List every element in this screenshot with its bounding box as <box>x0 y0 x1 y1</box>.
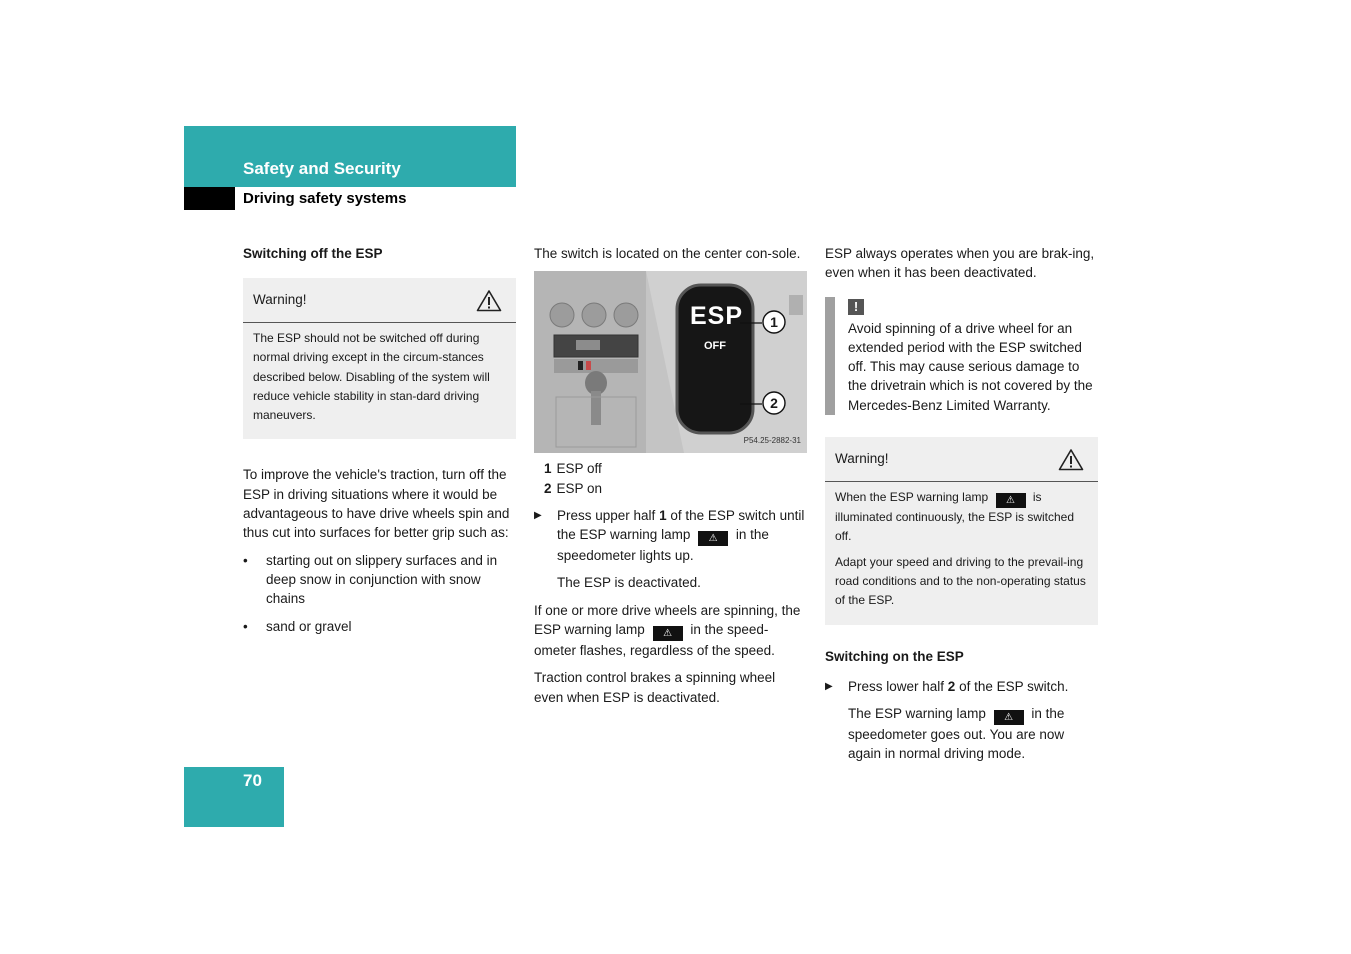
caution-box <box>825 297 1098 415</box>
warning-body <box>243 323 516 439</box>
legend-item-2: 2 ESP on <box>544 480 603 496</box>
esp-switch-figure <box>534 271 807 453</box>
column-2 <box>534 244 807 715</box>
subsection-title: Driving safety systems <box>243 190 407 207</box>
caution-bar <box>825 297 835 415</box>
callout-1: 1 <box>770 314 778 331</box>
warning-box <box>243 278 516 439</box>
warning-box <box>825 437 1098 624</box>
center-console-illustration <box>534 271 807 453</box>
callout-2: 2 <box>770 395 778 412</box>
esp-label: ESP <box>690 302 744 331</box>
heading-switching-on: Switching on the ESP <box>825 648 964 664</box>
braking-paragraph: ESP always operates when you are brak-ing, even when it has been deactivated. <box>825 246 1095 281</box>
legend-item-1: 1 ESP off <box>544 461 602 477</box>
section-title: Safety and Security <box>243 159 401 178</box>
column-3 <box>825 244 1098 771</box>
intro-paragraph: To improve the vehicle's traction, turn off the ESP in driving situations where it would be advantageous to have drive wheels spin and thus cut into surfaces for better grip such as: <box>243 467 510 541</box>
esp-warning-lamp-icon: ⚠ <box>653 626 683 641</box>
step-result: The ESP warning lamp ⚠ in the speedometer goes out. You are now again in normal driving mode. <box>848 705 1065 762</box>
step-text: Press upper half 1 of the ESP switch until the ESP warning lamp ⚠ in the speedometer lights up. <box>557 507 805 564</box>
warning-label: Warning! <box>253 292 307 308</box>
bullet-list <box>243 551 516 636</box>
warning-header <box>243 278 516 323</box>
list-item: • starting out on slippery surfaces and in deep snow in conjunction with snow chains <box>243 551 516 609</box>
caution-text: Avoid spinning of a drive wheel for an extended period with the ESP switched off. This may cause serious damage to the drivetrain which is not covered by the Mercedes-Benz Limited Warranty. <box>848 320 1093 413</box>
esp-warning-lamp-icon: ⚠ <box>994 710 1024 725</box>
spinning-paragraph: If one or more drive wheels are spinning, the ESP warning lamp ⚠ in the speed-ometer flashes, regardless of the speed. <box>534 602 801 659</box>
step-text: Press lower half 2 of the ESP switch. <box>848 678 1069 694</box>
figure-code: P54.25-2882-31 <box>743 436 801 445</box>
warning-body <box>825 482 1098 624</box>
esp-warning-lamp-icon: ⚠ <box>698 531 728 546</box>
list-item: • sand or gravel <box>243 617 516 636</box>
step-arrow-icon: ▶ <box>825 680 833 692</box>
warning-header <box>825 437 1098 482</box>
warning-text-1: When the ESP warning lamp ⚠ is illuminated continuously, the ESP is switched off. <box>835 490 1075 544</box>
column-1 <box>243 244 516 644</box>
warning-triangle-icon <box>476 289 502 312</box>
warning-text-2: Adapt your speed and driving to the prevail-ing road conditions and to the non-operating status of the ESP. <box>835 554 1086 608</box>
traction-paragraph: Traction control brakes a spinning wheel even when ESP is deactivated. <box>534 670 776 705</box>
esp-off-label: OFF <box>704 340 726 353</box>
switch-location-text: The switch is located on the center con-sole. <box>534 246 801 261</box>
warning-label: Warning! <box>835 451 889 467</box>
step-switch-off <box>534 506 807 593</box>
esp-warning-lamp-icon: ⚠ <box>996 493 1026 508</box>
step-arrow-icon: ▶ <box>534 509 542 521</box>
step-result: The ESP is deactivated. <box>557 575 701 591</box>
page-number: 70 <box>243 771 262 790</box>
step-switch-on <box>825 677 1098 764</box>
page-number-box <box>184 767 284 827</box>
header-marker <box>184 187 235 210</box>
warning-text: The ESP should not be switched off during normal driving except in the circum-stances described below. Disabling of the system will reduce vehicle stability in stan-dard driving maneuvers. <box>253 331 490 423</box>
warning-triangle-icon <box>1058 448 1084 471</box>
heading-switching-off: Switching off the ESP <box>243 246 383 261</box>
caution-icon: ! <box>848 299 864 315</box>
